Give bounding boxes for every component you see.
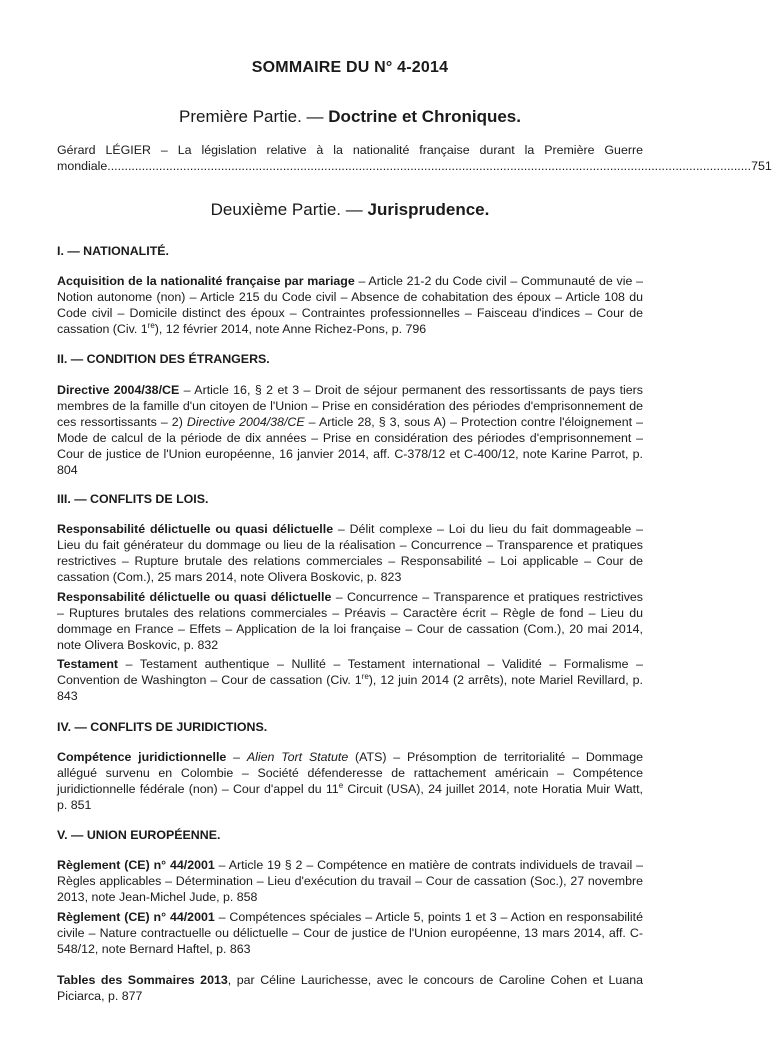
entry-reglement-44-2001-1: Règlement (CE) n° 44/2001 – Article 19 § 2 – Compétence en matière de contrats individuels de travail – Règles applicables – Détermination – Lieu d'exécution du travail – Cour de cassation (Soc.), 27 novembre 2013, note Jean-Michel Jude, p. 858 <box>57 858 643 904</box>
entry-responsabilite-2: Responsabilité délictuelle ou quasi délictuelle – Concurrence – Transparence et pratiques restrictives – Ruptures brutales des relations commerciales – Préavis – Caractère écrit – Règle de fond – Lieu du dommage en France – Effets – Application de la loi française – Cour de cassation (Com.), 20 mai 2014, note Olivera Boskovic, p. 832 <box>57 590 643 652</box>
entry-reglement-44-2001-2: Règlement (CE) n° 44/2001 – Compétences spéciales – Article 5, points 1 et 3 – Action en responsabilité civile – Nature contractuelle ou délictuelle – Cour de justice de l'Union européenne, 13 mars 2014, aff. C-548/12, note Bernard Haftel, p. 863 <box>57 910 644 956</box>
entry-testament: Testament – Testament authentique – Nullité – Testament international – Validité – Formalisme – Convention de Washington – Cour de cassation (Civ. 1re), 12 juin 2014 (2 arrêts), note Mariel Revillard, p. 843 <box>57 657 643 703</box>
entry-competence-juridictionnelle: Compétence juridictionnelle – Alien Tort Statute (ATS) – Présomption de territorialité – Dommage allégué survenu en Colombie – Société défenderesse de rattachement américain – Compétence juridictionnelle fédérale (non) – Cour d'appel du 11e Circuit (USA), 24 juillet 2014, note Horatia Muir Watt, p. 851 <box>57 750 643 812</box>
doctrine-entry: Gérard LÉGIER – La législation relative à la nationalité française durant la Première Guerre mondiale ........................................................................................................................................................................................... 751 <box>57 143 772 173</box>
section-conflits-juridictions: IV. — CONFLITS DE JURIDICTIONS. <box>57 720 268 734</box>
entry-nationalite-mariage: Acquisition de la nationalité française par mariage – Article 21-2 du Code civil – Communauté de vie – Notion autonome (non) – Article 215 du Code civil – Absence de cohabitation des époux – Article 108 du Code civil – Domicile distinct des époux – Contraintes professionnelles – Faisceau d'indices – Cour de cassation (Civ. 1re), 12 février 2014, note Anne Richez-Pons, p. 796 <box>57 274 644 336</box>
part-two-heading: Deuxième Partie. — Jurisprudence. <box>210 200 490 219</box>
page-title: SOMMAIRE DU N° 4-2014 <box>251 59 449 76</box>
section-conflits-lois: III. — CONFLITS DE LOIS. <box>57 492 209 506</box>
entry-responsabilite-1: Responsabilité délictuelle ou quasi délictuelle – Délit complexe – Loi du lieu du fait dommageable – Lieu du fait générateur du dommage ou lieu de la réalisation – Concurrence – Transparence et pratiques restrictives – Rupture brutale des relations commerciales – Responsabilité – Loi applicable – Cour de cassation (Com.), 25 mars 2014, note Olivera Boskovic, p. 823 <box>57 522 643 584</box>
section-condition-etrangers: II. — CONDITION DES ÉTRANGERS. <box>57 352 270 366</box>
section-union-europeenne: V. — UNION EUROPÉENNE. <box>57 828 221 842</box>
entry-directive-2004-38: Directive 2004/38/CE – Article 16, § 2 et 3 – Droit de séjour permanent des ressortissants de pays tiers membres de la famille d'un citoyen de l'Union – Prise en considération des périodes d'emprisonnement de ces ressortissants – 2) Directive 2004/38/CE – Article 28, § 3, sous A) – Protection contre l'éloignement – Mode de calcul de la période de dix années – Prise en considération des périodes d'emprisonnement – Cour de justice de l'Union européenne, 16 janvier 2014, aff. C-378/12 et C-400/12, note Karine Parrot, p. 804 <box>57 383 644 477</box>
entry-tables-sommaires: Tables des Sommaires 2013, par Céline Laurichesse, avec le concours de Caroline Cohen et Luana Piciarca, p. 877 <box>57 973 643 1003</box>
section-nationalite: I. — NATIONALITÉ. <box>57 244 169 258</box>
part-one-heading: Première Partie. — Doctrine et Chroniques. <box>179 107 521 126</box>
